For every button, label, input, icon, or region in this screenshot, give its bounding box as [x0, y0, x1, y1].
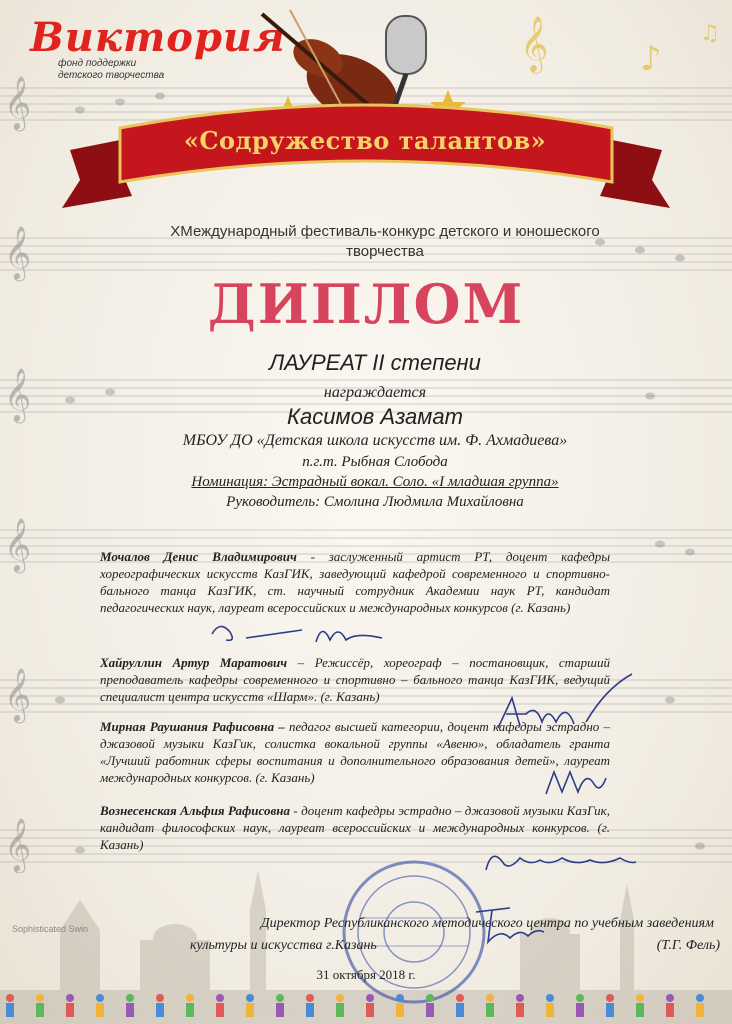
director-title: Директор Республиканского методического центра по учебным заведениям: [260, 916, 714, 931]
town-name: п.г.т. Рыбная Слобода: [302, 454, 448, 470]
jury-member-description: педагог высшей категории, доцент кафедры эстрадно – джазовой музыки КазГик, солистка вокальной группы «Авеню», обладатель гранта «Лучший работник сферы воспитания и дополнительного образования детей», лауреат международных конкурсов. (г. Казань): [100, 719, 610, 785]
svg-text:♫: ♫: [700, 21, 720, 46]
svg-text:𝄞: 𝄞: [4, 75, 32, 129]
awarded-label: награждается: [323, 384, 427, 401]
issue-date: 31 октября 2018 г.: [316, 967, 416, 982]
jury-member: [100, 549, 610, 617]
director-organization: культуры и искусства г.Казань: [190, 938, 377, 953]
svg-text:𝄞: 𝄞: [4, 225, 32, 279]
jury-member-name: Мочалов Денис Владимирович: [100, 549, 297, 564]
svg-text:𝄞: 𝄞: [4, 367, 32, 421]
signature: [206, 612, 386, 652]
svg-text:𝄞: 𝄞: [4, 667, 32, 721]
signature: [486, 668, 636, 736]
director-initials: (Т.Г. Фель): [656, 938, 720, 953]
laureate-degree: ЛАУРЕАТ II степени: [269, 350, 481, 375]
school-name: МБОУ ДО «Детская школа искусств им. Ф. Ахмадиева»: [182, 432, 568, 449]
svg-text:𝄞: 𝄞: [4, 817, 32, 871]
signature: [540, 764, 610, 800]
watermark-text: Sophisticated Swin: [12, 924, 89, 934]
jury-member-description: – Режиссёр, хореограф – постановщик, старший преподаватель кафедры современного и спортивно – бального танца КазГИК, ведущий специалист центра искусств «Шарм». (г. Казань): [100, 655, 610, 704]
logo-subtitle-line2: детского творчества: [58, 69, 165, 81]
jury-member-name: Мирная Раушания Рафисовна –: [100, 719, 285, 734]
supervisor: Руководитель: Смолина Людмила Михайловна: [226, 494, 524, 510]
children-border-decoration: [0, 990, 732, 1024]
nomination: Номинация: Эстрадный вокал. Соло. «I младшая группа»: [191, 474, 559, 490]
banner-title: «Содружество талантов»: [183, 126, 547, 155]
diploma-heading: ДИПЛОМ: [207, 272, 525, 336]
logo-subtitle-line1: фонд поддержки: [58, 58, 137, 69]
svg-text:𝄞: 𝄞: [4, 517, 32, 571]
jury-member-description: - доцент кафедры эстрадно – джазовой музыки КазГик, кандидат философских наук, лауреат всероссийских и международных конкурсов. (г. Казань): [100, 803, 610, 852]
logo-wordmark: Виктория: [30, 14, 286, 61]
signature: [470, 902, 550, 952]
jury-member-name: Хайруллин Артур Маратович: [100, 655, 288, 670]
festival-line2: творчества: [346, 243, 424, 261]
jury-member-description: - заслуженный артист РТ, доцент кафедры хореографических искусств КазГИК, заведующий кафедрой современного и спортивно-бального танца КазГИК, ст. научный сотрудник Академии наук РТ, кандидат педагогических наук, лауреат всероссийских и международных конкурсов (г. Казань): [100, 549, 611, 615]
svg-text:♪: ♪: [640, 39, 662, 79]
festival-line1: XМеждународный фестиваль-конкурс детского и юношеского: [170, 223, 600, 240]
director-signature-block: [190, 916, 720, 954]
ribbon-banner: [0, 0, 732, 240]
festival-title: [100, 222, 670, 263]
recipient-name: Касимов Азамат: [287, 404, 463, 429]
jury-member-name: Вознесенская Альфия Рафисовна: [100, 803, 290, 818]
svg-text:𝄞: 𝄞: [520, 16, 549, 72]
